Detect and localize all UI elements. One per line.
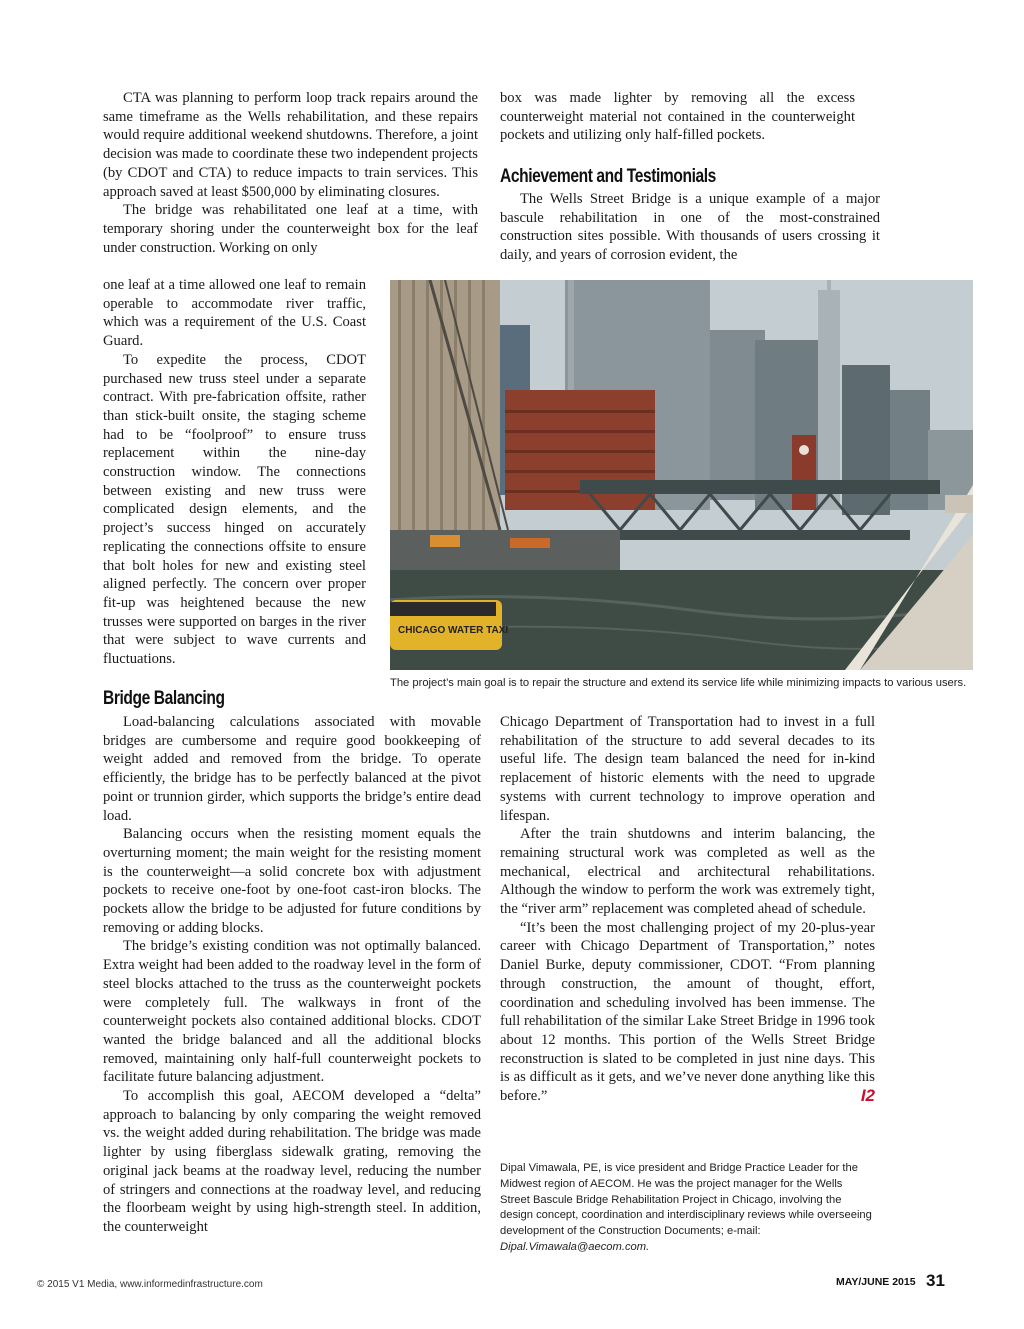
author-bio [500, 1161, 875, 1256]
paragraph: To accomplish this goal, AECOM developed a “delta” approach to balancing by only comparing the weight removed vs. the weight added during rehabilitation. The bridge was made lighter by using fiberglass sidewalk grating, removing the original jack beams at the roadway level, reducing the number of stringers and connections at the roadway level, and reducing the floorbeam weight by using high-strength steel. In addition, the counterweight [103, 1088, 481, 1235]
paragraph: Balancing occurs when the resisting moment equals the overturning moment; the main weight for the resisting moment is the counterweight—a solid concrete box with adjustment pockets to receive one-foot by one-foot cast-iron blocks. The pockets allow the bridge to be adjusted for future conditions by removing or adding blocks. [103, 826, 481, 936]
paragraph: The Wells Street Bridge is a unique example of a major bascule rehabilitation in one of the most-constrained construction sites possible. With thousands of users crossing it daily, and years of corrosion evident, the [500, 191, 880, 264]
paragraph: The bridge was rehabilitated one leaf at a time, with temporary shoring under the counterweight box for the leaf under construction. Working on only [103, 202, 478, 256]
paragraph: Chicago Department of Transportation had to invest in a full rehabilitation of the structure to add several decades to its useful life. The design team balanced the need for in-kind replacement of historic elements with the need to upgrade systems with current technology to improve operation and lifespan. [500, 714, 875, 824]
page-number: 31 [926, 1271, 945, 1290]
paragraph: To expedite the process, CDOT purchased new truss steel under a separate contract. With pre-fabrication offsite, rather than stick-built onsite, the staging scheme had to be “foolproof” to ensure truss replacement within the nine-day construction window. The connections between existing and new truss were complicated design elements, and the project’s success hinged on accurately replicating the connections offsite to ensure that bolt holes for new and existing steel aligned perfectly. The concern over proper fit-up was heightened because the new trusses were supported on barges in the river that were subject to wave currents and fluctuations. [103, 351, 366, 668]
column-1-top [103, 89, 478, 257]
paragraph: After the train shutdowns and interim balancing, the remaining structural work was completed as well as the mechanical, electrical and architectural rehabilitations. Although the window to perform the work was extremely tight, the “river arm” replacement was completed ahead of schedule. [500, 826, 875, 918]
column-2-bottom [500, 713, 875, 1105]
author-email[interactable]: Dipal.Vimawala@aecom.com. [500, 1240, 650, 1253]
bridge-photo [390, 280, 973, 670]
column-1-bridge-balancing [103, 713, 481, 1237]
footer-issue: MAY/JUNE 2015 [836, 1276, 916, 1288]
paragraph: “It’s been the most challenging project of my 20-plus-year career with Chicago Department of Transportation,” notes Daniel Burke, deputy commissioner, CDOT. “From planning through construction, the amount of thought, effort, coordination and scheduling involved has been immense. The full rehabilitation of the similar Lake Street Bridge in 1996 took about 12 months. This portion of the Wells Street Bridge reconstruction is slated to be completed in just nine days. This is as difficult as it gets, and we’ve never done anything like this before.” [500, 919, 875, 1105]
photo-caption: The project’s main goal is to repair the structure and extend its service life while minimizing impacts to various users. [390, 677, 967, 689]
paragraph: box was made lighter by removing all the excess counterweight material not contained in the counterweight pockets and utilizing only half-filled pockets. [500, 90, 855, 144]
end-mark-icon: I2 [860, 1085, 875, 1105]
paragraph: Load-balancing calculations associated with movable bridges are cumbersome and require good bookkeeping of weight added and removed from the bridge. To operate efficiently, the bridge has to be perfectly balanced at the pivot point or trunnion girder, which supports the bridge’s entire dead load. [103, 714, 481, 824]
paragraph: one leaf at a time allowed one leaf to remain operable to accommodate river traffic, which was a requirement of the U.S. Coast Guard. [103, 277, 366, 350]
boat-text: CHICAGO WATER TAXI [398, 625, 509, 636]
section-heading-bridge-balancing: Bridge Balancing [103, 688, 225, 709]
paragraph: CTA was planning to perform loop track repairs around the same timeframe as the Wells rehabilitation, and these repairs would require additional weekend shutdowns. Therefore, a joint decision was made to coordinate these two independent projects (by CDOT and CTA) to reduce impacts to train services. This approach saved at least $500,000 by eliminating closures. [103, 90, 478, 200]
footer-copyright: © 2015 V1 Media, www.informedinfrastructure.com [37, 1279, 263, 1290]
bio-text: Dipal Vimawala, PE, is vice president and Bridge Practice Leader for the Midwest region of AECOM. He was the project manager for the Wells Street Bascule Bridge Rehabilitation Project in Chicago, involving the design concept, coordination and interdisciplinary reviews while overseeing development of the Construction Documents; e-mail: [500, 1162, 872, 1238]
column-1-beside-photo [103, 276, 366, 669]
column-2-achievement [500, 190, 880, 265]
paragraph: The bridge’s existing condition was not optimally balanced. Extra weight had been added to the roadway level in the form of steel blocks attached to the truss as the counterweight pockets were completely full. The walkways in front of the counterweight pockets also contained additional blocks. CDOT wanted the bridge balanced and all the additional blocks removed, maintaining only half-full counterweight pockets to facilitate future balancing adjustment. [103, 938, 481, 1086]
column-2-top [500, 89, 855, 145]
section-heading-achievement: Achievement and Testimonials [500, 166, 716, 187]
chicago-river-illustration [390, 280, 973, 670]
